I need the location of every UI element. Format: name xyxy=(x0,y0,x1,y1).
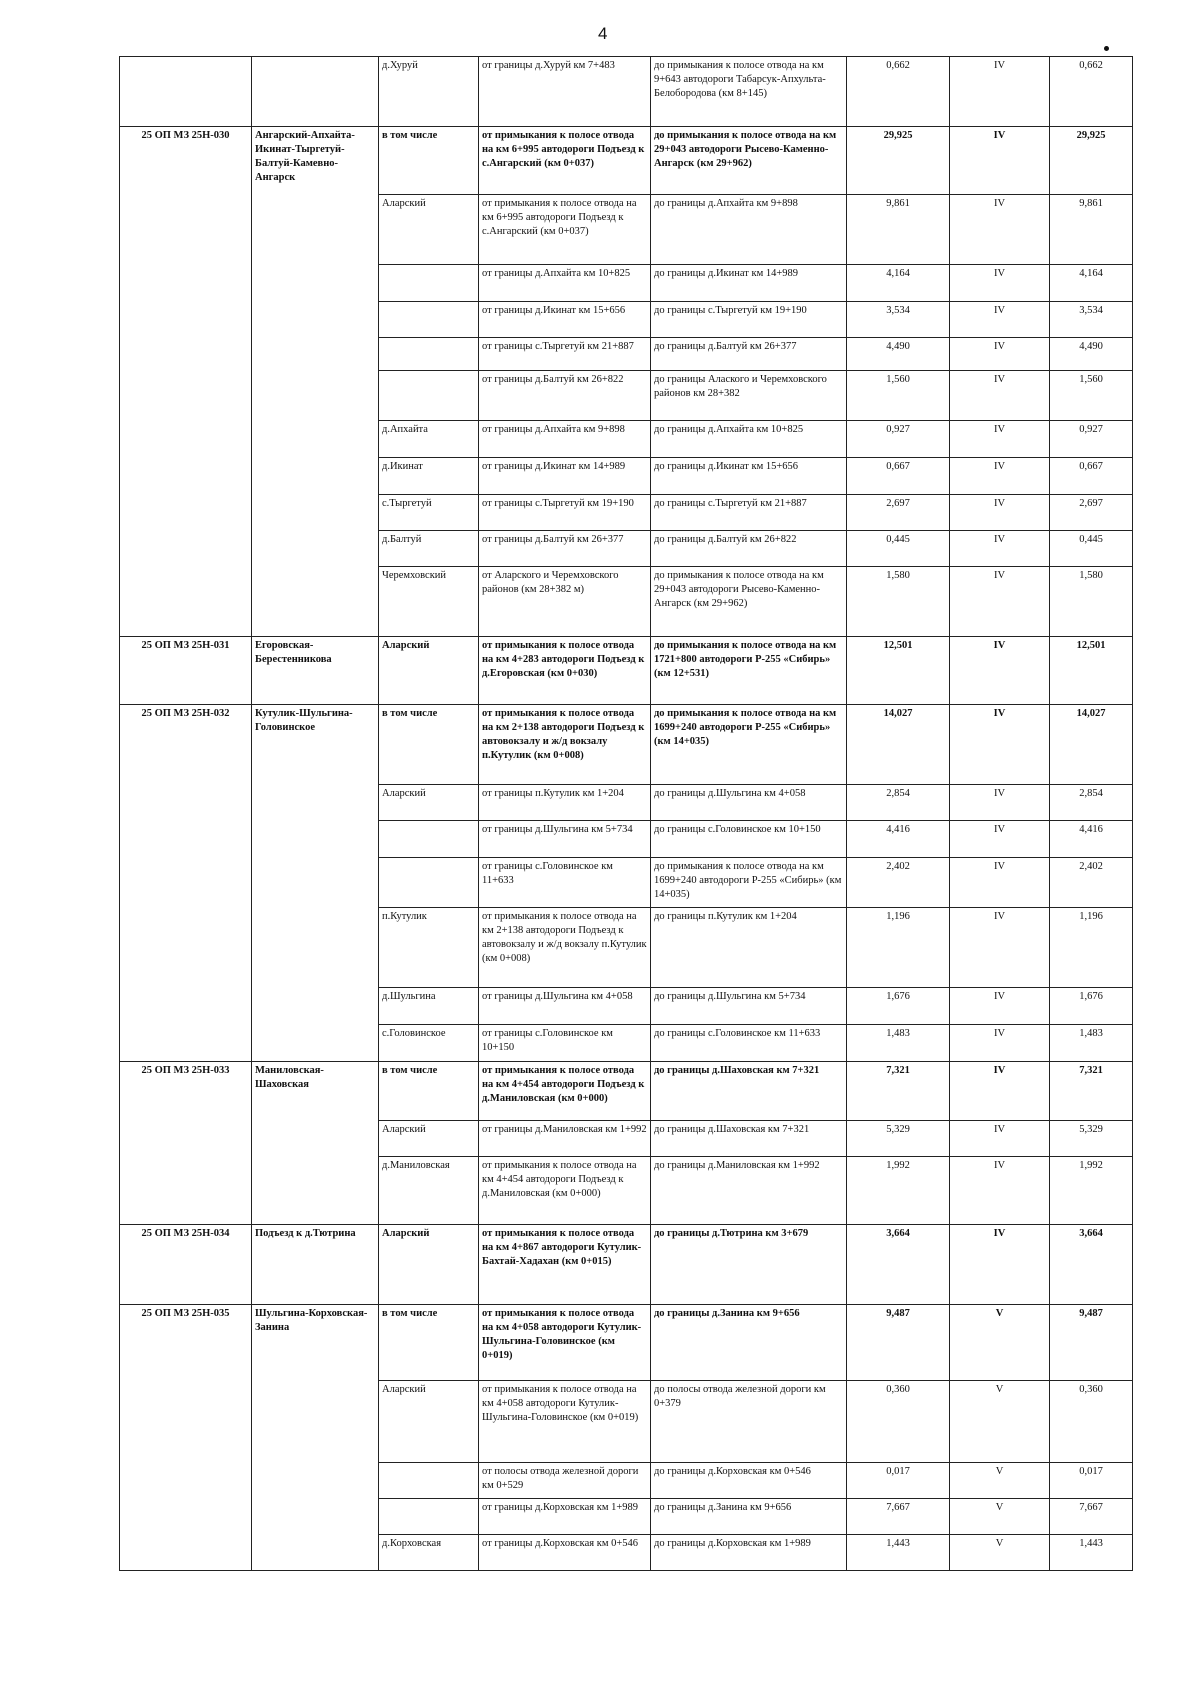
segment-from-cell: от границы д.Шульгина км 4+058 xyxy=(479,988,651,1025)
total-length-cell: 7,321 xyxy=(1050,1062,1133,1121)
segment-from-cell: от примыкания к полосе отвода на км 4+867 автодороги Кутулик-Бахтай-Хадахан (км 0+015) xyxy=(479,1225,651,1305)
length-cell: 12,501 xyxy=(847,637,950,705)
district-cell xyxy=(379,1463,479,1499)
road-code: 25 ОП МЗ 25Н-032 xyxy=(120,705,252,1062)
district-cell: д.Шульгина xyxy=(379,988,479,1025)
district-cell: д.Балтуй xyxy=(379,531,479,567)
category-cell: IV xyxy=(950,785,1050,821)
category-cell: IV xyxy=(950,1025,1050,1062)
segment-from-cell: от границы д.Корховская км 0+546 xyxy=(479,1535,651,1571)
segment-from-cell: от примыкания к полосе отвода на км 2+138 автодороги Подъезд к автовокзалу и ж/д вокзалу п.Кутулик (км 0+008) xyxy=(479,705,651,785)
category-cell: IV xyxy=(950,57,1050,127)
total-length-cell: 0,017 xyxy=(1050,1463,1133,1499)
total-length-cell: 14,027 xyxy=(1050,705,1133,785)
road-code xyxy=(120,57,252,127)
length-cell: 1,580 xyxy=(847,567,950,637)
road-name: Маниловская-Шаховская xyxy=(252,1062,379,1225)
segment-to-cell: до примыкания к полосе отвода на км 29+043 автодороги Рысево-Каменно-Ангарск (км 29+962) xyxy=(651,127,847,195)
category-cell: IV xyxy=(950,371,1050,421)
segment-to-cell: до границы д.Шаховская км 7+321 xyxy=(651,1121,847,1157)
segment-to-cell: до примыкания к полосе отвода на км 1699+240 автодороги Р-255 «Сибирь» (км 14+035) xyxy=(651,705,847,785)
total-length-cell: 1,676 xyxy=(1050,988,1133,1025)
segment-to-cell: до границы д.Апхайта км 10+825 xyxy=(651,421,847,458)
district-cell: д.Апхайта xyxy=(379,421,479,458)
district-cell: Аларский xyxy=(379,195,479,265)
total-length-cell: 3,664 xyxy=(1050,1225,1133,1305)
segment-to-cell: до границы д.Апхайта км 9+898 xyxy=(651,195,847,265)
total-length-cell: 0,927 xyxy=(1050,421,1133,458)
segment-from-cell: от границы д.Балтуй км 26+822 xyxy=(479,371,651,421)
district-cell: Аларский xyxy=(379,1121,479,1157)
length-cell: 9,861 xyxy=(847,195,950,265)
length-cell: 1,676 xyxy=(847,988,950,1025)
total-length-cell: 12,501 xyxy=(1050,637,1133,705)
segment-to-cell: до границы д.Занина км 9+656 xyxy=(651,1305,847,1381)
segment-from-cell: от примыкания к полосе отвода на км 4+058 автодороги Кутулик-Шульгина-Головинское (км 0+019) xyxy=(479,1381,651,1463)
category-cell: IV xyxy=(950,858,1050,908)
road-name: Подъезд к д.Тютрина xyxy=(252,1225,379,1305)
length-cell: 1,443 xyxy=(847,1535,950,1571)
segment-from-cell: от границы с.Тыргетуй км 19+190 xyxy=(479,495,651,531)
category-cell: IV xyxy=(950,265,1050,302)
segment-to-cell: до границы д.Икинат км 14+989 xyxy=(651,265,847,302)
road-code: 25 ОП МЗ 25Н-035 xyxy=(120,1305,252,1571)
district-cell xyxy=(379,371,479,421)
district-cell: д.Икинат xyxy=(379,458,479,495)
table-row xyxy=(120,127,1133,195)
segment-to-cell: до примыкания к полосе отвода на км 9+643 автодороги Табарсук-Апхульта-Белобородова (км 8+145) xyxy=(651,57,847,127)
total-length-cell: 0,445 xyxy=(1050,531,1133,567)
length-cell: 7,321 xyxy=(847,1062,950,1121)
segment-from-cell: от Аларского и Черемховского районов (км 28+382 м) xyxy=(479,567,651,637)
road-register-table xyxy=(119,56,1133,1571)
district-cell: в том числе xyxy=(379,1305,479,1381)
category-cell: IV xyxy=(950,531,1050,567)
segment-to-cell: до примыкания к полосе отвода на км 29+043 автодороги Рысево-Каменно-Ангарск (км 29+962) xyxy=(651,567,847,637)
total-length-cell: 1,992 xyxy=(1050,1157,1133,1225)
length-cell: 4,416 xyxy=(847,821,950,858)
district-cell: с.Головинское xyxy=(379,1025,479,1062)
category-cell: IV xyxy=(950,908,1050,988)
district-cell: Аларский xyxy=(379,1225,479,1305)
length-cell: 4,490 xyxy=(847,338,950,371)
length-cell: 3,664 xyxy=(847,1225,950,1305)
segment-from-cell: от примыкания к полосе отвода на км 6+995 автодороги Подъезд к с.Ангарский (км 0+037) xyxy=(479,127,651,195)
category-cell: IV xyxy=(950,495,1050,531)
segment-from-cell: от границы д.Балтуй км 26+377 xyxy=(479,531,651,567)
segment-to-cell: до примыкания к полосе отвода на км 1721+800 автодороги Р-255 «Сибирь» (км 12+531) xyxy=(651,637,847,705)
segment-from-cell: от границы с.Головинское км 11+633 xyxy=(479,858,651,908)
total-length-cell: 2,697 xyxy=(1050,495,1133,531)
category-cell: IV xyxy=(950,1121,1050,1157)
table-row xyxy=(120,705,1133,785)
length-cell: 7,667 xyxy=(847,1499,950,1535)
category-cell: IV xyxy=(950,637,1050,705)
district-cell xyxy=(379,821,479,858)
segment-to-cell: до границы д.Балтуй км 26+377 xyxy=(651,338,847,371)
page-number: 4 xyxy=(598,24,608,43)
district-cell: д.Корховская xyxy=(379,1535,479,1571)
category-cell: IV xyxy=(950,1157,1050,1225)
table-row xyxy=(120,57,1133,127)
category-cell: V xyxy=(950,1535,1050,1571)
category-cell: IV xyxy=(950,1225,1050,1305)
total-length-cell: 5,329 xyxy=(1050,1121,1133,1157)
road-code: 25 ОП МЗ 25Н-033 xyxy=(120,1062,252,1225)
total-length-cell: 0,667 xyxy=(1050,458,1133,495)
road-name: Кутулик-Шульгина-Головинское xyxy=(252,705,379,1062)
road-name: Шульгина-Корховская-Занина xyxy=(252,1305,379,1571)
category-cell: IV xyxy=(950,421,1050,458)
district-cell xyxy=(379,338,479,371)
length-cell: 0,662 xyxy=(847,57,950,127)
category-cell: IV xyxy=(950,195,1050,265)
segment-from-cell: от границы д.Шульгина км 5+734 xyxy=(479,821,651,858)
category-cell: IV xyxy=(950,821,1050,858)
segment-to-cell: до границы с.Тыргетуй км 19+190 xyxy=(651,302,847,338)
segment-from-cell: от границы д.Апхайта км 10+825 xyxy=(479,265,651,302)
length-cell: 1,196 xyxy=(847,908,950,988)
length-cell: 9,487 xyxy=(847,1305,950,1381)
length-cell: 1,560 xyxy=(847,371,950,421)
segment-to-cell: до границы д.Занина км 9+656 xyxy=(651,1499,847,1535)
segment-to-cell: до границы п.Кутулик км 1+204 xyxy=(651,908,847,988)
total-length-cell: 4,416 xyxy=(1050,821,1133,858)
length-cell: 4,164 xyxy=(847,265,950,302)
total-length-cell: 1,443 xyxy=(1050,1535,1133,1571)
category-cell: IV xyxy=(950,705,1050,785)
segment-to-cell: до примыкания к полосе отвода на км 1699+240 автодороги Р-255 «Сибирь» (км 14+035) xyxy=(651,858,847,908)
total-length-cell: 1,196 xyxy=(1050,908,1133,988)
road-name: Ангарский-Апхайта-Икинат-Тыргетуй-Балтуй-Камевно-Ангарск xyxy=(252,127,379,637)
segment-from-cell: от полосы отвода железной дороги км 0+529 xyxy=(479,1463,651,1499)
total-length-cell: 4,490 xyxy=(1050,338,1133,371)
district-cell: в том числе xyxy=(379,705,479,785)
segment-from-cell: от границы д.Корховская км 1+989 xyxy=(479,1499,651,1535)
length-cell: 1,483 xyxy=(847,1025,950,1062)
segment-to-cell: до границы д.Корховская км 1+989 xyxy=(651,1535,847,1571)
road-code: 25 ОП МЗ 25Н-031 xyxy=(120,637,252,705)
total-length-cell: 0,662 xyxy=(1050,57,1133,127)
road-code: 25 ОП МЗ 25Н-030 xyxy=(120,127,252,637)
segment-from-cell: от примыкания к полосе отвода на км 4+283 автодороги Подъезд к д.Егоровская (км 0+030) xyxy=(479,637,651,705)
segment-to-cell: до границы Алаского и Черемховского районов км 28+382 xyxy=(651,371,847,421)
district-cell: д.Маниловская xyxy=(379,1157,479,1225)
district-cell: п.Кутулик xyxy=(379,908,479,988)
length-cell: 3,534 xyxy=(847,302,950,338)
table-row xyxy=(120,637,1133,705)
scan-dot-mark xyxy=(1104,46,1109,51)
total-length-cell: 0,360 xyxy=(1050,1381,1133,1463)
segment-to-cell: до границы с.Головинское км 10+150 xyxy=(651,821,847,858)
category-cell: IV xyxy=(950,127,1050,195)
segment-from-cell: от примыкания к полосе отвода на км 4+454 автодороги Подъезд к д.Маниловская (км 0+000) xyxy=(479,1062,651,1121)
segment-to-cell: до границы д.Шаховская км 7+321 xyxy=(651,1062,847,1121)
total-length-cell: 7,667 xyxy=(1050,1499,1133,1535)
length-cell: 0,445 xyxy=(847,531,950,567)
total-length-cell: 2,854 xyxy=(1050,785,1133,821)
road-name: Егоровская-Берестенникова xyxy=(252,637,379,705)
segment-from-cell: от границы д.Хуруй км 7+483 xyxy=(479,57,651,127)
segment-from-cell: от границы с.Головинское км 10+150 xyxy=(479,1025,651,1062)
road-name xyxy=(252,57,379,127)
length-cell: 2,402 xyxy=(847,858,950,908)
category-cell: IV xyxy=(950,338,1050,371)
segment-from-cell: от примыкания к полосе отвода на км 2+138 автодороги Подъезд к автовокзалу и ж/д вокзалу п.Кутулик (км 0+008) xyxy=(479,908,651,988)
segment-to-cell: до полосы отвода железной дороги км 0+379 xyxy=(651,1381,847,1463)
segment-to-cell: до границы д.Балтуй км 26+822 xyxy=(651,531,847,567)
length-cell: 0,017 xyxy=(847,1463,950,1499)
length-cell: 5,329 xyxy=(847,1121,950,1157)
category-cell: V xyxy=(950,1463,1050,1499)
segment-from-cell: от границы д.Икинат км 14+989 xyxy=(479,458,651,495)
total-length-cell: 9,487 xyxy=(1050,1305,1133,1381)
segment-from-cell: от границы п.Кутулик км 1+204 xyxy=(479,785,651,821)
total-length-cell: 4,164 xyxy=(1050,265,1133,302)
segment-to-cell: до границы д.Маниловская км 1+992 xyxy=(651,1157,847,1225)
category-cell: V xyxy=(950,1381,1050,1463)
district-cell: д.Хуруй xyxy=(379,57,479,127)
length-cell: 2,697 xyxy=(847,495,950,531)
segment-to-cell: до границы д.Корховская км 0+546 xyxy=(651,1463,847,1499)
segment-from-cell: от границы д.Апхайта км 9+898 xyxy=(479,421,651,458)
total-length-cell: 9,861 xyxy=(1050,195,1133,265)
segment-to-cell: до границы с.Тыргетуй км 21+887 xyxy=(651,495,847,531)
segment-to-cell: до границы с.Головинское км 11+633 xyxy=(651,1025,847,1062)
category-cell: IV xyxy=(950,988,1050,1025)
length-cell: 1,992 xyxy=(847,1157,950,1225)
segment-to-cell: до границы д.Тютрина км 3+679 xyxy=(651,1225,847,1305)
district-cell xyxy=(379,302,479,338)
length-cell: 2,854 xyxy=(847,785,950,821)
district-cell: Черемховский xyxy=(379,567,479,637)
total-length-cell: 29,925 xyxy=(1050,127,1133,195)
segment-from-cell: от примыкания к полосе отвода на км 6+995 автодороги Подъезд к с.Ангарский (км 0+037) xyxy=(479,195,651,265)
table-row xyxy=(120,1225,1133,1305)
segment-from-cell: от границы с.Тыргетуй км 21+887 xyxy=(479,338,651,371)
segment-from-cell: от примыкания к полосе отвода на км 4+058 автодороги Кутулик-Шульгина-Головинское (км 0+019) xyxy=(479,1305,651,1381)
district-cell: Аларский xyxy=(379,637,479,705)
road-code: 25 ОП МЗ 25Н-034 xyxy=(120,1225,252,1305)
segment-from-cell: от примыкания к полосе отвода на км 4+454 автодороги Подъезд к д.Маниловская (км 0+000) xyxy=(479,1157,651,1225)
district-cell: Аларский xyxy=(379,785,479,821)
table-row xyxy=(120,1305,1133,1381)
segment-to-cell: до границы д.Икинат км 15+656 xyxy=(651,458,847,495)
district-cell xyxy=(379,265,479,302)
length-cell: 0,927 xyxy=(847,421,950,458)
total-length-cell: 3,534 xyxy=(1050,302,1133,338)
district-cell: в том числе xyxy=(379,1062,479,1121)
category-cell: IV xyxy=(950,567,1050,637)
segment-to-cell: до границы д.Шульгина км 4+058 xyxy=(651,785,847,821)
total-length-cell: 1,483 xyxy=(1050,1025,1133,1062)
table-row xyxy=(120,1062,1133,1121)
district-cell: в том числе xyxy=(379,127,479,195)
category-cell: V xyxy=(950,1499,1050,1535)
category-cell: IV xyxy=(950,458,1050,495)
segment-to-cell: до границы д.Шульгина км 5+734 xyxy=(651,988,847,1025)
length-cell: 0,360 xyxy=(847,1381,950,1463)
total-length-cell: 1,560 xyxy=(1050,371,1133,421)
category-cell: V xyxy=(950,1305,1050,1381)
category-cell: IV xyxy=(950,302,1050,338)
district-cell xyxy=(379,1499,479,1535)
total-length-cell: 2,402 xyxy=(1050,858,1133,908)
category-cell: IV xyxy=(950,1062,1050,1121)
district-cell xyxy=(379,858,479,908)
segment-from-cell: от границы д.Икинат км 15+656 xyxy=(479,302,651,338)
length-cell: 29,925 xyxy=(847,127,950,195)
length-cell: 0,667 xyxy=(847,458,950,495)
total-length-cell: 1,580 xyxy=(1050,567,1133,637)
segment-from-cell: от границы д.Маниловская км 1+992 xyxy=(479,1121,651,1157)
district-cell: с.Тыргетуй xyxy=(379,495,479,531)
length-cell: 14,027 xyxy=(847,705,950,785)
district-cell: Аларский xyxy=(379,1381,479,1463)
